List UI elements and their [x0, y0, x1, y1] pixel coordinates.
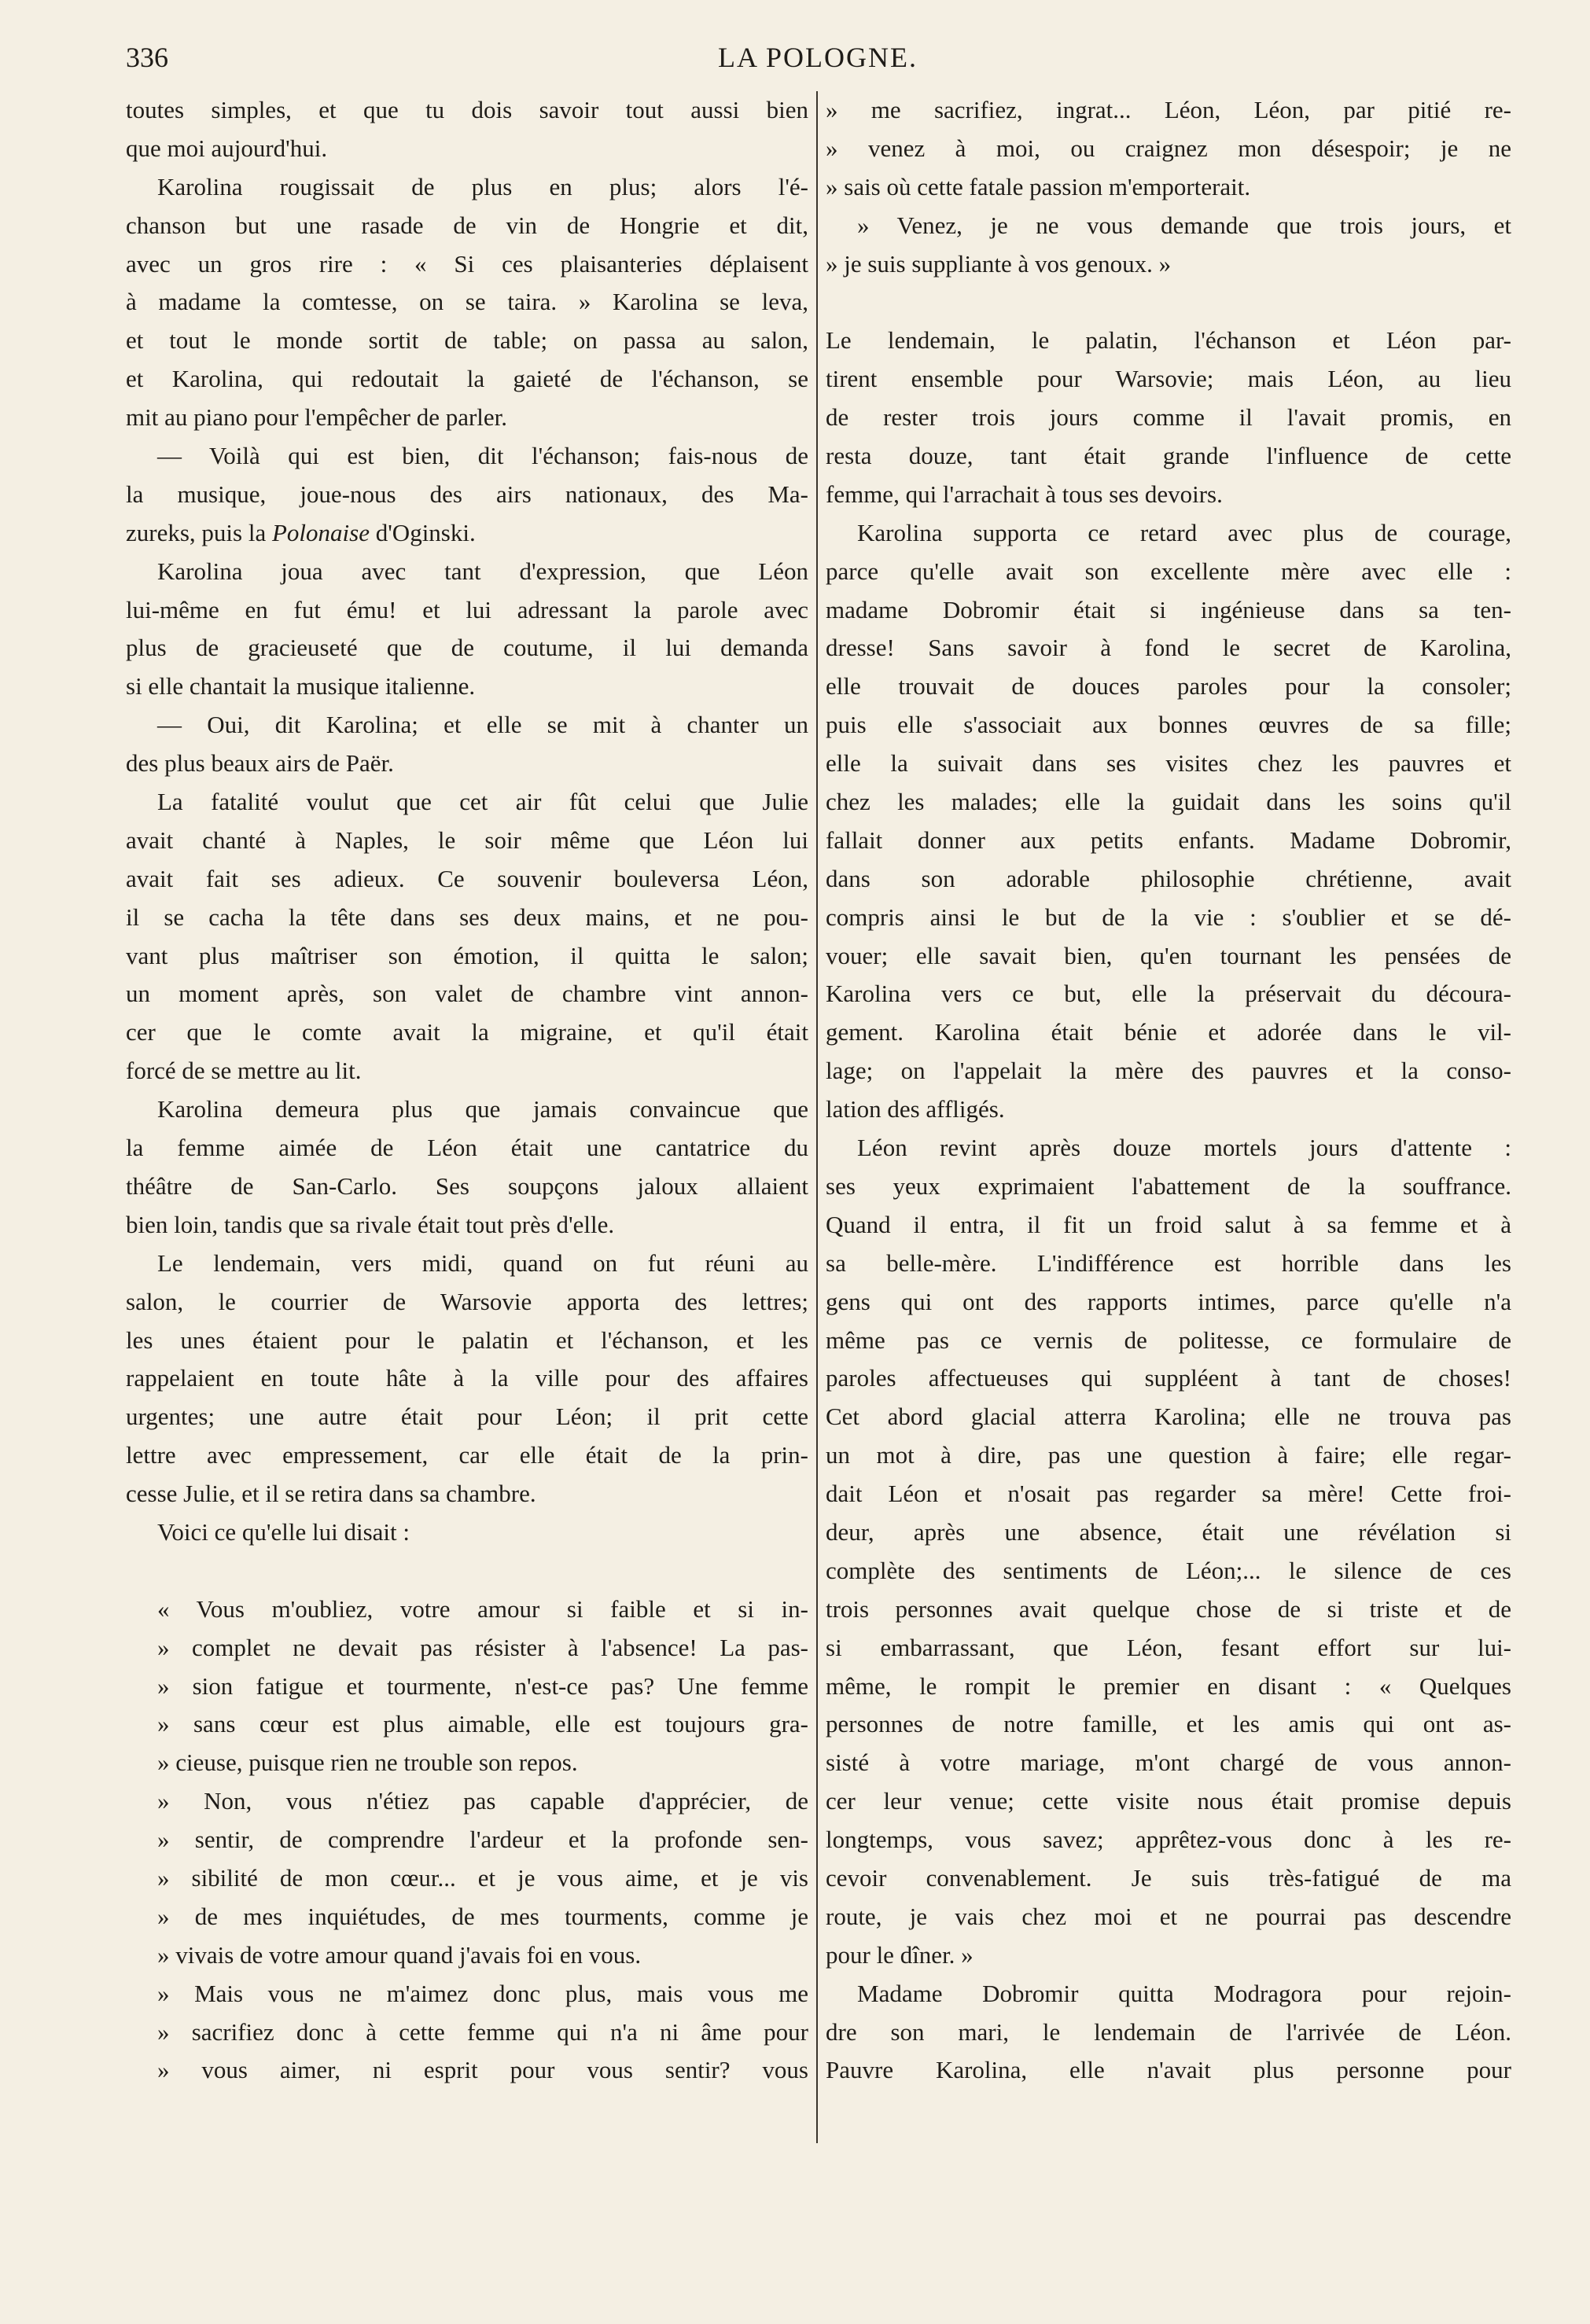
text-line [126, 514, 808, 553]
text-line: » complet ne devait pas résister à l'absence! La pas- [157, 1633, 808, 1661]
text-line: elle la suivait dans ses visites chez les pauvres et [826, 749, 1511, 778]
text-line: fallait donner aux petits enfants. Madame Dobromir, [826, 826, 1511, 854]
text-line: vant plus maîtriser son émotion, il quitta le salon; [126, 941, 808, 969]
paragraph-gap [126, 1552, 808, 1590]
text-line: avait chanté à Naples, le soir même que Léon lui [126, 826, 808, 854]
text-line: » me sacrifiez, ingrat... Léon, Léon, par pitié re- [826, 96, 1511, 123]
text-line: même pas ce vernis de politesse, ce formulaire de [826, 1326, 1511, 1354]
text-line: deur, après une absence, était une révélation si [826, 1517, 1511, 1546]
text-line: vouer; elle savait bien, qu'en tournant les pensées de [826, 941, 1511, 969]
text-line: » Mais vous ne m'aimez donc plus, mais vous me [157, 1979, 808, 2007]
text-line: un moment après, son valet de chambre vint annon- [126, 980, 808, 1008]
text-line: lui-même en fut ému! et lui adressant la parole avec [126, 595, 808, 623]
text-line: pour le dîner. » [826, 1940, 974, 1969]
text-line: chez les malades; elle la guidait dans les soins qu'il [826, 788, 1511, 816]
text-line: compris ainsi le but de la vie : s'oublier et se dé- [826, 903, 1511, 931]
text-line: trois personnes avait quelque chose de si triste et de [826, 1594, 1511, 1623]
text-line: des plus beaux airs de Paër. [126, 749, 394, 778]
text-line: sa belle-mère. L'indifférence est horrible dans les [826, 1248, 1511, 1277]
text-line: » cieuse, puisque rien ne trouble son repos. [157, 1749, 578, 1777]
text-line: femme, qui l'arrachait à tous ses devoirs. [826, 480, 1223, 508]
text-line: gens qui ont des rapports intimes, parce qu'elle n'a [826, 1287, 1511, 1315]
running-title: LA POLOGNE. [718, 42, 918, 73]
text-line: parce qu'elle avait son excellente mère avec elle : [826, 557, 1511, 585]
text-line: même, le rompit le premier en disant : « Quelques [826, 1671, 1511, 1700]
text-line: » vous aimer, ni esprit pour vous sentir? vous [157, 2056, 808, 2084]
text-line: et tout le monde sortit de table; on passa au salon, [126, 326, 808, 355]
text-line: — Voilà qui est bien, dit l'échanson; fais-nous de [157, 442, 808, 470]
page-header [126, 41, 1510, 85]
text-line: cevoir convenablement. Je suis très-fatigué de ma [826, 1863, 1511, 1892]
text-line: cesse Julie, et il se retira dans sa chambre. [126, 1480, 536, 1508]
text-line: cer que le comte avait la migraine, et qu'il était [126, 1018, 808, 1046]
text-line: madame Dobromir était si ingénieuse dans sa ten- [826, 595, 1511, 623]
text-line: la femme aimée de Léon était une cantatrice du [126, 1134, 808, 1162]
text-line: dresse! Sans savoir à fond le secret de Karolina, [826, 634, 1511, 662]
text-line: Karolina supporta ce retard avec plus de courage, [857, 518, 1511, 546]
text-line: Le lendemain, vers midi, quand on fut réuni au [157, 1248, 808, 1277]
text-line: — Oui, dit Karolina; et elle se mit à chanter un [157, 711, 808, 739]
text-line: puis elle s'associait aux bonnes œuvres de sa fille; [826, 711, 1511, 739]
text-line: Karolina vers ce but, elle la préservait du découra- [826, 980, 1511, 1008]
text-line: personnes de notre famille, et les amis qui ont as- [826, 1710, 1511, 1738]
text-line: il se cacha la tête dans ses deux mains, et ne pou- [126, 903, 808, 931]
text-line: théâtre de San-Carlo. Ses soupçons jaloux allaient [126, 1171, 808, 1200]
text-segment: d'Oginski. [369, 518, 476, 546]
text-line: tirent ensemble pour Warsovie; mais Léon, au lieu [826, 365, 1511, 393]
text-line: » de mes inquiétudes, de mes tourments, comme je [157, 1902, 808, 1930]
text-line: La fatalité voulut que cet air fût celui que Julie [157, 788, 808, 816]
text-line: si embarrassant, que Léon, fesant effort sur lui- [826, 1633, 1511, 1661]
text-line: » Non, vous n'étiez pas capable d'apprécier, de [157, 1787, 808, 1815]
text-segment: zureks, puis la [126, 518, 272, 546]
left-text-column [126, 91, 808, 2090]
text-line: lettre avec empressement, car elle était de la prin- [126, 1441, 808, 1469]
text-line: route, je vais chez moi et ne pourrai pas descendre [826, 1902, 1511, 1930]
text-line: de rester trois jours comme il l'avait promis, en [826, 403, 1511, 432]
text-line: longtemps, vous savez; apprêtez-vous donc à les re- [826, 1826, 1511, 1854]
text-line: un mot à dire, pas une question à faire; elle regar- [826, 1441, 1511, 1469]
text-line: lation des affligés. [826, 1095, 1005, 1123]
paragraph-gap [826, 283, 1511, 322]
page-number: 336 [126, 42, 168, 73]
text-line: elle trouvait de douces paroles pour la consoler; [826, 672, 1511, 701]
text-line: les unes étaient pour le palatin et l'échanson, et les [126, 1326, 808, 1354]
text-line: complète des sentiments de Léon;... le silence de ces [826, 1556, 1511, 1584]
text-line: » sais où cette fatale passion m'emporterait. [826, 172, 1251, 200]
text-line: mit au piano pour l'empêcher de parler. [126, 403, 508, 432]
text-line: paroles affectueuses qui suppléent à tant de choses! [826, 1364, 1511, 1392]
text-line: Léon revint après douze mortels jours d'attente : [857, 1134, 1511, 1162]
text-line: » je suis suppliante à vos genoux. » [826, 249, 1172, 278]
text-line: que moi aujourd'hui. [126, 134, 328, 162]
text-line: » sion fatigue et tourmente, n'est-ce pas? Une femme [157, 1671, 808, 1700]
text-line: resta douze, tant était grande l'influence de cette [826, 442, 1511, 470]
text-line: avait fait ses adieux. Ce souvenir bouleversa Léon, [126, 864, 808, 892]
text-line: plus de gracieuseté que de coutume, il lui demanda [126, 634, 808, 662]
text-line: avec un gros rire : « Si ces plaisanteries déplaisent [126, 249, 808, 278]
text-line: ses yeux exprimaient l'abattement de la souffrance. [826, 1171, 1511, 1200]
text-line: gement. Karolina était bénie et adorée dans le vil- [826, 1018, 1511, 1046]
text-line: » vivais de votre amour quand j'avais foi en vous. [157, 1940, 642, 1969]
text-line: Cet abord glacial atterra Karolina; elle ne trouva pas [826, 1403, 1511, 1431]
text-line: si elle chantait la musique italienne. [126, 672, 476, 701]
text-line: sisté à votre mariage, m'ont chargé de vous annon- [826, 1749, 1511, 1777]
column-divider [816, 91, 818, 2143]
text-line: et Karolina, qui redoutait la gaieté de l'échanson, se [126, 365, 808, 393]
text-line: « Vous m'oubliez, votre amour si faible et si in- [157, 1594, 808, 1623]
text-line: chanson but une rasade de vin de Hongrie et dit, [126, 211, 808, 239]
text-line: rappelaient en toute hâte à la ville pour des affaires [126, 1364, 808, 1392]
text-line: » sentir, de comprendre l'ardeur et la profonde sen- [157, 1826, 808, 1854]
text-line: salon, le courrier de Warsovie apporta des lettres; [126, 1287, 808, 1315]
text-line: cer leur venue; cette visite nous était promise depuis [826, 1787, 1511, 1815]
right-text-column [826, 91, 1511, 2090]
text-line: » Venez, je ne vous demande que trois jours, et [857, 211, 1511, 239]
text-line: toutes simples, et que tu dois savoir tout aussi bien [126, 96, 808, 123]
text-line: » sibilité de mon cœur... et je vous aime, et je vis [157, 1863, 808, 1892]
text-line: dait Léon et n'osait pas regarder sa mère! Cette froi- [826, 1480, 1511, 1508]
text-line: lage; on l'appelait la mère des pauvres et la conso- [826, 1057, 1511, 1085]
text-line: dans son adorable philosophie chrétienne, avait [826, 864, 1511, 892]
text-line: dre son mari, le lendemain de l'arrivée de Léon. [826, 2017, 1511, 2046]
text-line: » venez à moi, ou craignez mon désespoir; je ne [826, 134, 1511, 162]
text-line: bien loin, tandis que sa rivale était tout près d'elle. [126, 1210, 615, 1238]
text-line: Karolina demeura plus que jamais convaincue que [157, 1095, 808, 1123]
text-line: Quand il entra, il fit un froid salut à sa femme et à [826, 1210, 1511, 1238]
text-line: urgentes; une autre était pour Léon; il prit cette [126, 1403, 808, 1431]
text-line: Karolina rougissait de plus en plus; alors l'é- [157, 172, 808, 200]
text-line: Karolina joua avec tant d'expression, que Léon [157, 557, 808, 585]
text-line: Madame Dobromir quitta Modragora pour rejoin- [857, 1979, 1511, 2007]
text-line: Le lendemain, le palatin, l'échanson et Léon par- [826, 326, 1511, 355]
text-line: à madame la comtesse, on se taira. » Karolina se leva, [126, 288, 808, 316]
text-line: la musique, joue-nous des airs nationaux, des Ma- [126, 480, 808, 508]
text-line: » sacrifiez donc à cette femme qui n'a ni âme pour [157, 2017, 808, 2046]
text-line: » sans cœur est plus aimable, elle est toujours gra- [157, 1710, 808, 1738]
text-line: Pauvre Karolina, elle n'avait plus personne pour [826, 2056, 1511, 2084]
italic-title: Polonaise [271, 518, 370, 546]
text-line: forcé de se mettre au lit. [126, 1057, 362, 1085]
text-line: Voici ce qu'elle lui disait : [157, 1517, 410, 1546]
